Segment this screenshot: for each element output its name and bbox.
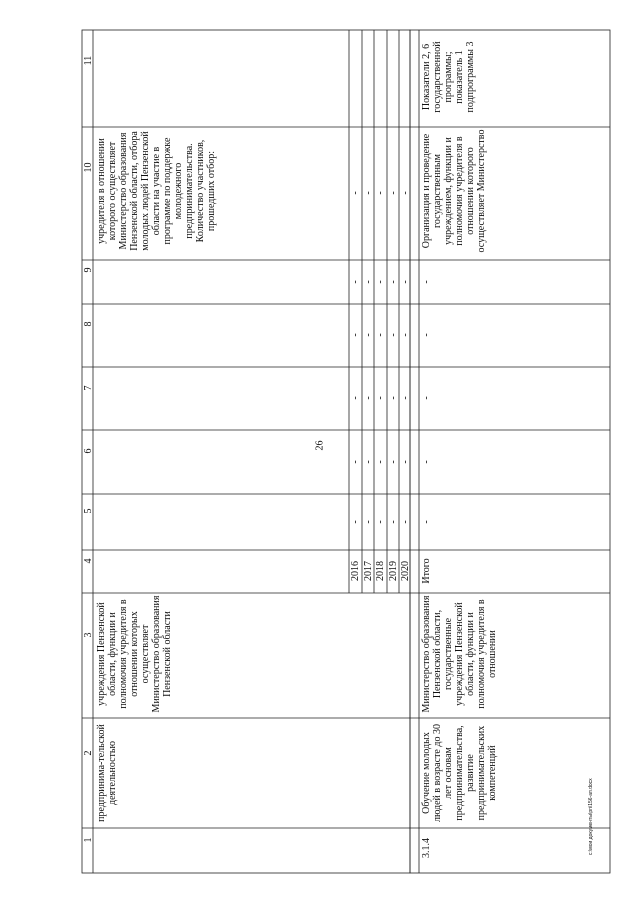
cont-col10-text: учредителя в отношении которого осуществляет Министерство образования Пензенской области, отбора молодых людей Пензенской области на участие в программе по поддержке молодежного предпринимательства. Количество участников, прошедших отбор: bbox=[96, 131, 217, 251]
header-col-9: 9 bbox=[83, 267, 94, 273]
dash-2017-col6: - bbox=[363, 460, 374, 464]
dash-2016-col10: - bbox=[350, 191, 361, 195]
dash-2019-col10: - bbox=[388, 191, 399, 195]
header-col-7: 7 bbox=[83, 385, 94, 391]
dash-2020-col7: - bbox=[400, 396, 411, 400]
dash-2017-col7: - bbox=[363, 396, 374, 400]
row-314-number: 3.1.4 bbox=[421, 838, 432, 858]
header-col-1: 1 bbox=[83, 837, 94, 843]
dash-2019-col6: - bbox=[388, 460, 399, 464]
dash-2018-col9: - bbox=[375, 280, 386, 284]
header-col-5: 5 bbox=[83, 508, 94, 514]
dash-2018-col10: - bbox=[375, 191, 386, 195]
dash-2016-col8: - bbox=[350, 333, 361, 337]
dash-2019-col7: - bbox=[388, 396, 399, 400]
header-col-3: 3 bbox=[83, 632, 94, 638]
dash-total-col7: - bbox=[421, 396, 432, 400]
dash-total-col9: - bbox=[421, 280, 432, 284]
dash-2017-col10: - bbox=[363, 191, 374, 195]
year-2018: 2018 bbox=[375, 561, 386, 581]
cont-col2-text: предпринима-тельской деятельностью bbox=[96, 724, 118, 822]
dash-total-col8: - bbox=[421, 333, 432, 337]
dash-2018-col7: - bbox=[375, 396, 386, 400]
dash-2019-col9: - bbox=[388, 280, 399, 284]
dash-2018-col6: - bbox=[375, 460, 386, 464]
cont-col3-text: учреждения Пензенской области, функции и полномочия учредителя в отношении которых осуществляет Министерство образования Пензенской области bbox=[96, 595, 173, 713]
dash-2018-col8: - bbox=[375, 333, 386, 337]
dash-2020-col10: - bbox=[400, 191, 411, 195]
dash-2020-col8: - bbox=[400, 333, 411, 337]
year-2020: 2020 bbox=[400, 561, 411, 581]
dash-2016-col5: - bbox=[350, 520, 361, 524]
header-col-10: 10 bbox=[83, 162, 94, 173]
year-2016: 2016 bbox=[350, 561, 361, 581]
dash-2017-col9: - bbox=[363, 280, 374, 284]
year-2019: 2019 bbox=[388, 561, 399, 581]
dash-2019-col5: - bbox=[388, 520, 399, 524]
dash-2016-col7: - bbox=[350, 396, 361, 400]
header-col-2: 2 bbox=[83, 750, 94, 756]
header-col-4: 4 bbox=[83, 558, 94, 564]
dash-total-col6: - bbox=[421, 460, 432, 464]
dash-2017-col5: - bbox=[363, 520, 374, 524]
header-col-6: 6 bbox=[83, 448, 94, 454]
dash-2016-col9: - bbox=[350, 280, 361, 284]
dash-2020-col6: - bbox=[400, 460, 411, 464]
header-col-11: 11 bbox=[83, 55, 94, 66]
dash-total-col5: - bbox=[421, 520, 432, 524]
row-314-col11-text: Показатели 2, 6 государственной программы; показатель 1 подпрограммы 3 bbox=[421, 41, 476, 113]
row-314-col2-text: Обучение молодых людей в возрасте до 30 лет основам предпринимательства, развитие предпринимательских компетенций bbox=[421, 724, 498, 822]
dash-2018-col5: - bbox=[375, 520, 386, 524]
file-path-footer: c:\мои документы\рп\156-ап.docx bbox=[588, 778, 594, 855]
dash-2020-col9: - bbox=[400, 280, 411, 284]
header-col-8: 8 bbox=[83, 321, 94, 327]
dash-2019-col8: - bbox=[388, 333, 399, 337]
page-number: 26 bbox=[314, 440, 326, 451]
row-314-col3-text: Министерство образования Пензенской области, государственные учреждения Пензенской области, функции и полномочия учредителя в отношении bbox=[421, 595, 498, 713]
row-314-total: Итого bbox=[421, 558, 432, 584]
dash-2016-col6: - bbox=[350, 460, 361, 464]
dash-2017-col8: - bbox=[363, 333, 374, 337]
year-2017: 2017 bbox=[363, 561, 374, 581]
dash-2020-col5: - bbox=[400, 520, 411, 524]
row-314-col10-text: Организация и проведение государственным учреждением, функции и полномочия учредителя в отношении которого осуществляет Министерство bbox=[421, 129, 487, 253]
